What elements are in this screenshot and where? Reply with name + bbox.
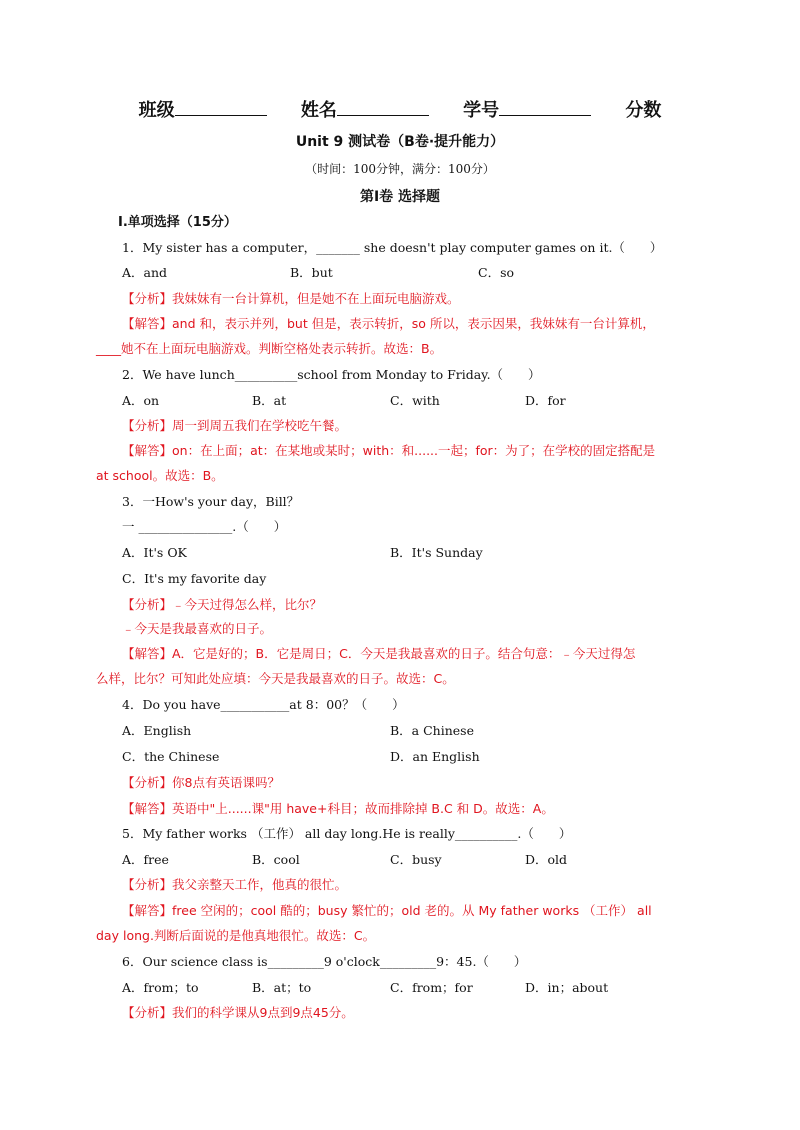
question-1-option-a[interactable]: A．and <box>122 265 168 280</box>
question-5-option-c[interactable]: C．busy <box>390 852 442 867</box>
question-2-answer-line-2: at school。故选：B。 <box>96 468 224 483</box>
score-field: 分数 <box>625 100 662 121</box>
question-3-stem: 3．一How's your day，Bill？ <box>122 494 300 509</box>
class-field[interactable]: 班级 <box>139 96 267 122</box>
question-6-option-d[interactable]: D．in；about <box>525 980 609 995</box>
question-3-option-a[interactable]: A．It's OK <box>122 545 187 560</box>
question-4-analysis: 【分析】你8点有英语课吗？ <box>122 775 280 790</box>
question-5-answer-line-2: day long.判断后面说的是他真地很忙。故选：C。 <box>96 928 376 943</box>
question-2-option-d[interactable]: D．for <box>525 393 566 408</box>
question-2-stem: 2．We have lunch__________school from Monday to Friday.（ ） <box>122 367 541 382</box>
question-4-option-c[interactable]: C．the Chinese <box>122 749 220 764</box>
test-subtitle: （时间：100分钟，满分：100分） <box>305 162 495 176</box>
question-3-answer-line-1: 【解答】A．它是好的；B．它是周日；C．今天是我最喜欢的日子。结合句意：﹣今天过得怎 <box>122 646 636 661</box>
question-6-analysis: 【分析】我们的科学课从9点到9点45分。 <box>122 1005 354 1020</box>
student-id-field[interactable]: 学号 <box>463 96 591 122</box>
student-info-header <box>0 96 800 122</box>
question-5-option-b[interactable]: B．cool <box>252 852 300 867</box>
question-6-stem: 6．Our science class is_________9 o'clock_________9：45.（ ） <box>122 954 527 969</box>
question-4-option-d[interactable]: D．an English <box>390 749 480 764</box>
question-2-option-a[interactable]: A．on <box>122 393 160 408</box>
question-3-option-b[interactable]: B．It's Sunday <box>390 545 483 560</box>
question-1-answer-line-2: ____她不在上面玩电脑游戏。判断空格处表示转折。故选：B。 <box>96 341 443 356</box>
question-5-answer-line-1: 【解答】free 空闲的；cool 酷的；busy 繁忙的；old 老的。从 My father works （工作） all <box>122 903 652 918</box>
question-6-option-c[interactable]: C．from；for <box>390 980 473 995</box>
test-title: Unit 9 测试卷（B卷·提升能力） <box>295 134 505 150</box>
question-6-option-b[interactable]: B．at；to <box>252 980 312 995</box>
question-5-option-a[interactable]: A．free <box>122 852 169 867</box>
question-5-option-d[interactable]: D．old <box>525 852 568 867</box>
question-3-stem-2: 一 _______________.（ ） <box>122 519 287 534</box>
question-4-stem: 4．Do you have___________at 8：00？（ ） <box>122 697 405 712</box>
question-2-analysis: 【分析】周一到周五我们在学校吃午餐。 <box>122 418 348 433</box>
question-5-analysis: 【分析】我父亲整天工作，他真的很忙。 <box>122 877 348 892</box>
question-3-analysis: 【分析】﹣今天过得怎么样，比尔？ <box>122 597 323 612</box>
question-1-stem: 1．My sister has a computer，_______ she doesn't play computer games on it.（ ） <box>122 240 663 255</box>
question-1-analysis: 【分析】我妹妹有一台计算机，但是她不在上面玩电脑游戏。 <box>122 291 460 306</box>
question-2-answer-line-1: 【解答】on：在上面；at：在某地或某时；with：和......一起；for：为了；在学校的固定搭配是 <box>122 443 656 458</box>
question-4-answer-line-1: 【解答】英语中"上......课"用 have+科目；故而排除掉 B.C 和 D。故选：A。 <box>122 801 554 816</box>
question-2-option-b[interactable]: B．at <box>252 393 287 408</box>
question-1-option-b[interactable]: B．but <box>290 265 333 280</box>
question-1-answer-line-1: 【解答】and 和，表示并列，but 但是，表示转折，so 所以，表示因果，我妹妹有一台计算机， <box>122 316 655 331</box>
question-5-stem: 5．My father works （工作） all day long.He is really__________.（ ） <box>122 826 572 841</box>
question-3-analysis-2: ﹣今天是我最喜欢的日子。 <box>122 621 273 636</box>
question-3-answer-line-2: 么样，比尔？可知此处应填：今天是我最喜欢的日子。故选：C。 <box>96 671 455 686</box>
question-6-option-a[interactable]: A．from；to <box>122 980 199 995</box>
name-field[interactable]: 姓名 <box>301 96 429 122</box>
question-2-option-c[interactable]: C．with <box>390 393 440 408</box>
question-3-option-c[interactable]: C．It's my favorite day <box>122 571 267 586</box>
section-title: Ⅰ.单项选择（15分） <box>118 215 237 230</box>
question-4-option-b[interactable]: B．a Chinese <box>390 723 474 738</box>
part-title: 第Ⅰ卷 选择题 <box>359 189 441 205</box>
question-4-option-a[interactable]: A．English <box>122 723 192 738</box>
question-1-option-c[interactable]: C．so <box>478 265 515 280</box>
